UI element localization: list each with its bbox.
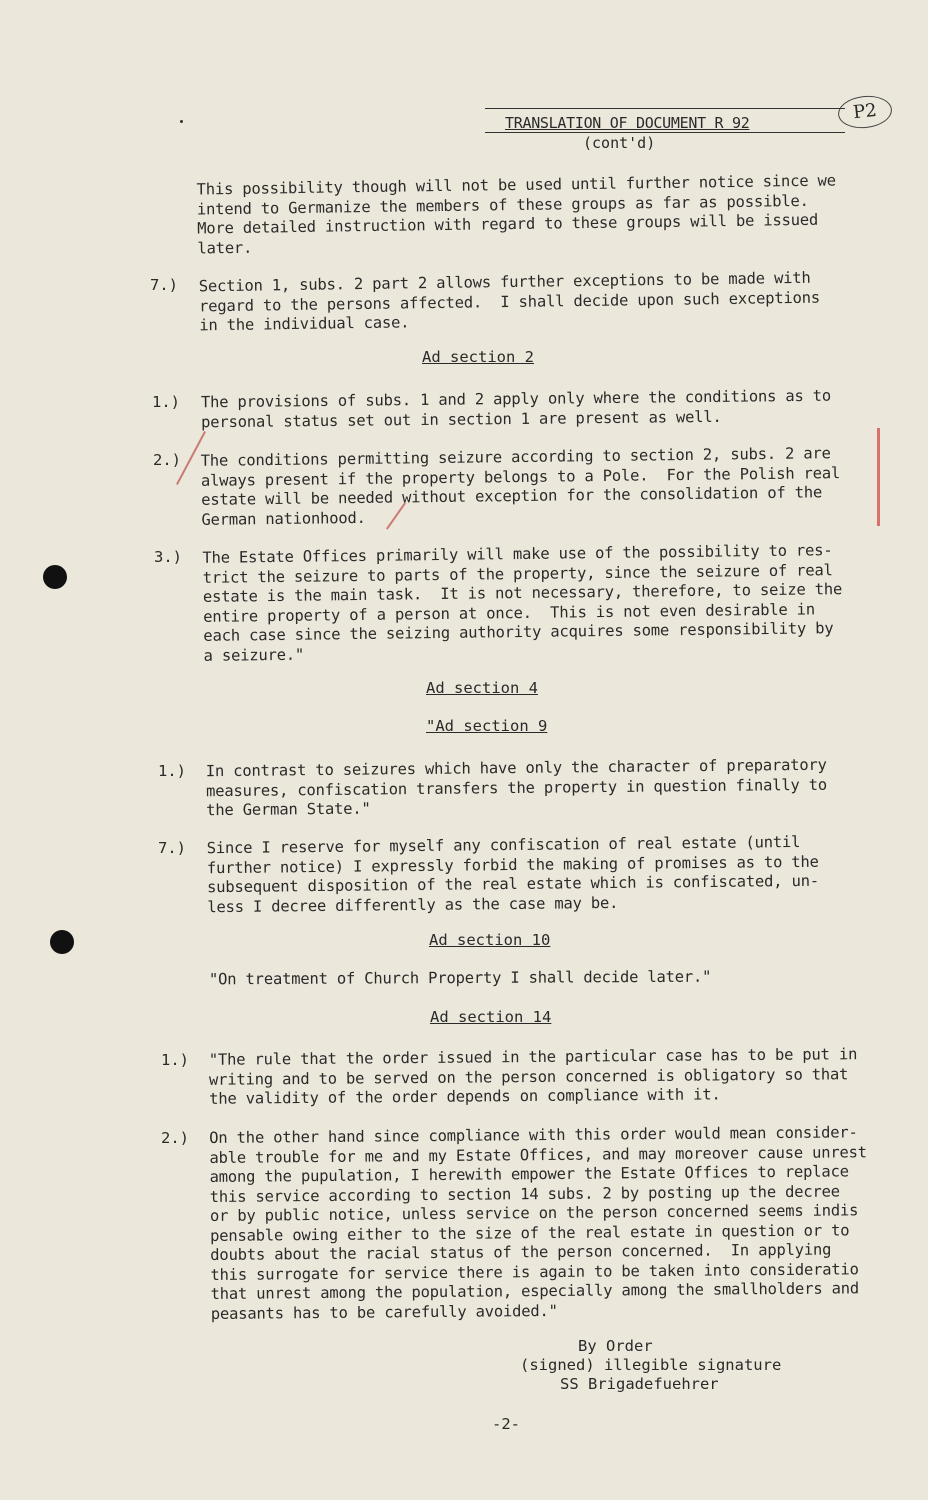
page-stamp: P2 bbox=[836, 93, 893, 130]
item-text: The provisions of subs. 1 and 2 apply only where the conditions as to personal status set out in section 1 are present as well. bbox=[200, 386, 832, 431]
church-property-note: "On treatment of Church Property I shall decide later." bbox=[208, 967, 712, 989]
item-number: 2.) bbox=[161, 1129, 189, 1147]
continued-label: (cont'd) bbox=[583, 134, 656, 152]
header-rule bbox=[485, 132, 845, 133]
intro-paragraph: This possibility though will not be used until further notice since we intend to Germanize the members of these groups as far as possible. More detailed instruction with regard to these groups will be issued later. bbox=[196, 171, 836, 257]
item-number: 7.) bbox=[150, 276, 178, 294]
item-text: "The rule that the order issued in the particular case has to be put in writing and to be served on the person concerned is obligatory so that the validity of the order depends on compliance with it. bbox=[208, 1045, 858, 1108]
item-text: On the other hand since compliance with this order would mean consider- able trouble for me and my Estate Offices, and may moreover cause unrest among the pupulation, I herewith empower the Estate Offices to replace this service according to section 14 subs. 2 by posting up the decree or by public notice, unless service on the person concerned seems indis pensable owing either to the size of the real estate in question or to doubts about the racial status of the person concerned. In applying this surrogate for service there is again to be taken into consideratio that unrest among the population, especially among the smallholders and peasants has to be carefully avoided." bbox=[209, 1123, 867, 1323]
section-heading: Ad section 10 bbox=[429, 931, 551, 949]
item-number: 7.) bbox=[158, 839, 186, 857]
document-title: TRANSLATION OF DOCUMENT R 92 bbox=[505, 114, 750, 132]
punch-hole-icon bbox=[50, 930, 74, 954]
red-margin-mark bbox=[877, 428, 880, 526]
item-number: 1.) bbox=[161, 1051, 189, 1069]
header-rule bbox=[485, 108, 845, 109]
signature-by-order: By Order bbox=[578, 1337, 653, 1355]
item-text: The Estate Offices primarily will make use of the possibility to res- trict the seizure to parts of the property, since the seizure of real estate is the main task. It is not necessary, therefore, to seize the entire property of a person at once. This is not even desirable in each case since the seizing authority acquires some responsibility by a seizure." bbox=[202, 541, 843, 665]
item-text: In contrast to seizures which have only the character of preparatory measures, confiscation transfers the property in question finally to the German State." bbox=[205, 755, 828, 820]
item-text: The conditions permitting seizure according to section 2, subs. 2 are always present if the property belongs to a Pole. For the Polish real estate will be needed without exception for the consolidation of the German nationhood. bbox=[200, 444, 841, 529]
page-number: -2- bbox=[492, 1415, 520, 1433]
item-number: 1.) bbox=[152, 393, 180, 411]
item-text: Section 1, subs. 2 part 2 allows further exceptions to be made with regard to the persons affected. I shall decide upon such exceptions in the individual case. bbox=[198, 268, 821, 335]
item-number: 3.) bbox=[154, 548, 182, 566]
signature-rank: SS Brigadefuehrer bbox=[560, 1375, 719, 1393]
punch-hole-icon bbox=[43, 565, 67, 589]
item-text: Since I reserve for myself any confiscation of real estate (until further notice) I expressly forbid the making of promises as to the subsequent disposition of the real estate which is confiscated, un- less I decree differently as the case may be. bbox=[206, 832, 820, 916]
item-number: 2.) bbox=[153, 451, 181, 469]
section-heading: Ad section 14 bbox=[430, 1008, 552, 1026]
section-heading: "Ad section 9 bbox=[426, 717, 548, 735]
signature-signed: (signed) illegible signature bbox=[520, 1356, 782, 1374]
section-heading: Ad section 4 bbox=[426, 679, 538, 697]
item-number: 1.) bbox=[158, 762, 186, 780]
section-heading: Ad section 2 bbox=[422, 348, 534, 366]
speck-icon bbox=[180, 120, 183, 123]
